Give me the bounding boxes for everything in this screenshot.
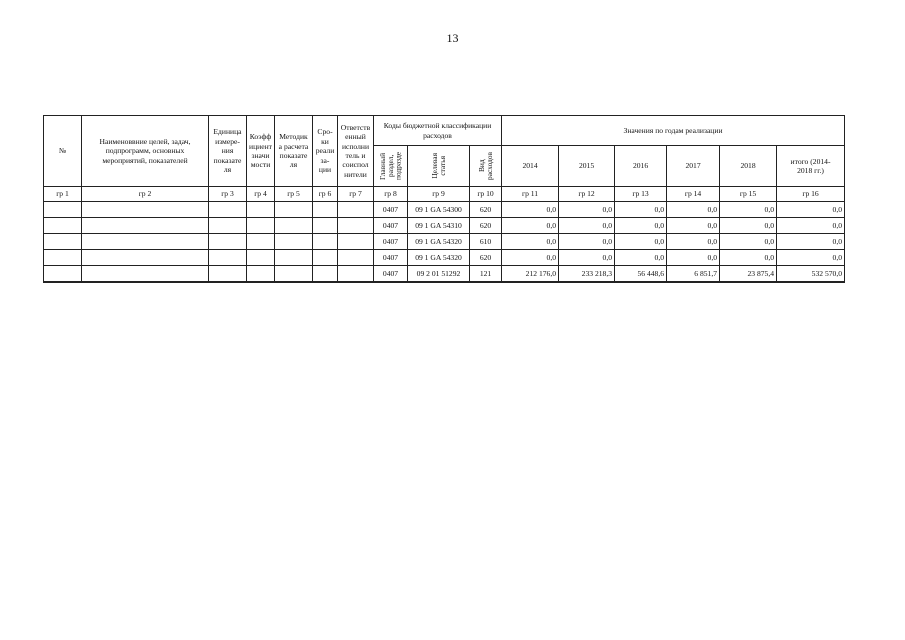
cell-type: 620 (470, 218, 502, 234)
cell-num (44, 234, 82, 250)
cell-type: 610 (470, 234, 502, 250)
cell-method (275, 234, 313, 250)
cell-target: 09 1 GA 54300 (408, 202, 470, 218)
col-header-year-2016: 2016 (615, 146, 667, 187)
table-row (44, 266, 845, 283)
gr-cell: гр 7 (338, 187, 374, 202)
cell-unit (209, 218, 247, 234)
cell-value-2015: 0,0 (559, 218, 615, 234)
cell-terms (313, 234, 338, 250)
gr-cell: гр 6 (313, 187, 338, 202)
cell-value-2015: 0,0 (559, 234, 615, 250)
cell-value-2016: 0,0 (615, 250, 667, 266)
cell-name (82, 250, 209, 266)
gr-cell: гр 13 (615, 187, 667, 202)
cell-unit (209, 202, 247, 218)
col-header-terms: Сро- ки реали за- ции (313, 116, 338, 187)
cell-num (44, 250, 82, 266)
cell-name (82, 266, 209, 283)
cell-value-2016: 0,0 (615, 218, 667, 234)
cell-value-2017: 6 851,7 (667, 266, 720, 283)
col-header-values-by-year: Значения по годам реализации (502, 116, 845, 146)
cell-value-2014: 212 176,0 (502, 266, 559, 283)
table-row (44, 218, 845, 234)
cell-method (275, 218, 313, 234)
cell-target: 09 1 GA 54320 (408, 234, 470, 250)
col-header-num: № (44, 116, 82, 187)
cell-name (82, 218, 209, 234)
cell-section: 0407 (374, 250, 408, 266)
cell-type: 620 (470, 202, 502, 218)
cell-unit (209, 250, 247, 266)
gr-cell: гр 12 (559, 187, 615, 202)
cell-unit (209, 234, 247, 250)
cell-value-2018: 0,0 (720, 202, 777, 218)
cell-target: 09 2 01 51292 (408, 266, 470, 283)
cell-value-2018: 0,0 (720, 234, 777, 250)
cell-method (275, 250, 313, 266)
cell-method (275, 202, 313, 218)
col-header-budget-codes: Коды бюджетной классификации расходов (374, 116, 502, 146)
col-header-method: Методик а расчета показате ля (275, 116, 313, 187)
col-header-name: Наименоввние целей, задач, подпрограмм, основных мероприятий, показателей (82, 116, 209, 187)
cell-value-total: 0,0 (777, 202, 845, 218)
cell-coef (247, 218, 275, 234)
col-header-year-2014: 2014 (502, 146, 559, 187)
cell-section: 0407 (374, 202, 408, 218)
gr-cell: гр 11 (502, 187, 559, 202)
gr-cell: гр 4 (247, 187, 275, 202)
cell-value-total: 0,0 (777, 250, 845, 266)
col-header-unit: Единица измере- ния показате ля (209, 116, 247, 187)
cell-name (82, 234, 209, 250)
cell-value-2018: 0,0 (720, 250, 777, 266)
table-row (44, 202, 845, 218)
cell-name (82, 202, 209, 218)
gr-cell: гр 8 (374, 187, 408, 202)
cell-value-2015: 0,0 (559, 250, 615, 266)
cell-coef (247, 202, 275, 218)
cell-responsible (338, 250, 374, 266)
cell-responsible (338, 218, 374, 234)
cell-terms (313, 266, 338, 283)
gr-cell: гр 15 (720, 187, 777, 202)
cell-terms (313, 202, 338, 218)
col-header-code-section: Главный раздел, подразде (374, 146, 408, 187)
cell-responsible (338, 266, 374, 283)
gr-cell: гр 16 (777, 187, 845, 202)
gr-cell: гр 10 (470, 187, 502, 202)
cell-value-2018: 0,0 (720, 218, 777, 234)
cell-value-2014: 0,0 (502, 218, 559, 234)
gr-cell: гр 5 (275, 187, 313, 202)
cell-section: 0407 (374, 266, 408, 283)
cell-value-2017: 0,0 (667, 218, 720, 234)
table-row (44, 234, 845, 250)
cell-value-2017: 0,0 (667, 234, 720, 250)
col-header-responsible: Ответств енный исполни тель и соиспол нители (338, 116, 374, 187)
cell-num (44, 266, 82, 283)
cell-num (44, 202, 82, 218)
cell-terms (313, 250, 338, 266)
cell-value-total: 0,0 (777, 234, 845, 250)
cell-target: 09 1 GA 54320 (408, 250, 470, 266)
budget-table (43, 115, 845, 283)
col-header-total: итого (2014- 2018 гг.) (777, 146, 845, 187)
col-header-year-2017: 2017 (667, 146, 720, 187)
cell-coef (247, 234, 275, 250)
cell-unit (209, 266, 247, 283)
cell-value-2015: 0,0 (559, 202, 615, 218)
cell-section: 0407 (374, 234, 408, 250)
cell-value-2016: 0,0 (615, 202, 667, 218)
gr-cell: гр 3 (209, 187, 247, 202)
cell-value-total: 0,0 (777, 218, 845, 234)
table-row (44, 250, 845, 266)
cell-value-2017: 0,0 (667, 202, 720, 218)
col-header-code-target: Целевая статья (408, 146, 470, 187)
col-header-coef: Коэфф ициент значи мости (247, 116, 275, 187)
gr-cell: гр 14 (667, 187, 720, 202)
col-header-code-type: Вид расходов (470, 146, 502, 187)
column-number-row (44, 187, 845, 202)
cell-value-2014: 0,0 (502, 250, 559, 266)
cell-value-total: 532 570,0 (777, 266, 845, 283)
cell-num (44, 218, 82, 234)
cell-terms (313, 218, 338, 234)
page-number: 13 (446, 31, 459, 45)
col-header-year-2015: 2015 (559, 146, 615, 187)
cell-value-2017: 0,0 (667, 250, 720, 266)
cell-type: 121 (470, 266, 502, 283)
cell-section: 0407 (374, 218, 408, 234)
cell-value-2014: 0,0 (502, 202, 559, 218)
cell-value-2018: 23 875,4 (720, 266, 777, 283)
cell-method (275, 266, 313, 283)
cell-value-2016: 0,0 (615, 234, 667, 250)
gr-cell: гр 9 (408, 187, 470, 202)
cell-target: 09 1 GA 54310 (408, 218, 470, 234)
gr-cell: гр 1 (44, 187, 82, 202)
cell-value-2015: 233 218,3 (559, 266, 615, 283)
cell-type: 620 (470, 250, 502, 266)
cell-value-2016: 56 448,6 (615, 266, 667, 283)
cell-coef (247, 266, 275, 283)
gr-cell: гр 2 (82, 187, 209, 202)
cell-responsible (338, 202, 374, 218)
cell-responsible (338, 234, 374, 250)
cell-coef (247, 250, 275, 266)
col-header-year-2018: 2018 (720, 146, 777, 187)
cell-value-2014: 0,0 (502, 234, 559, 250)
